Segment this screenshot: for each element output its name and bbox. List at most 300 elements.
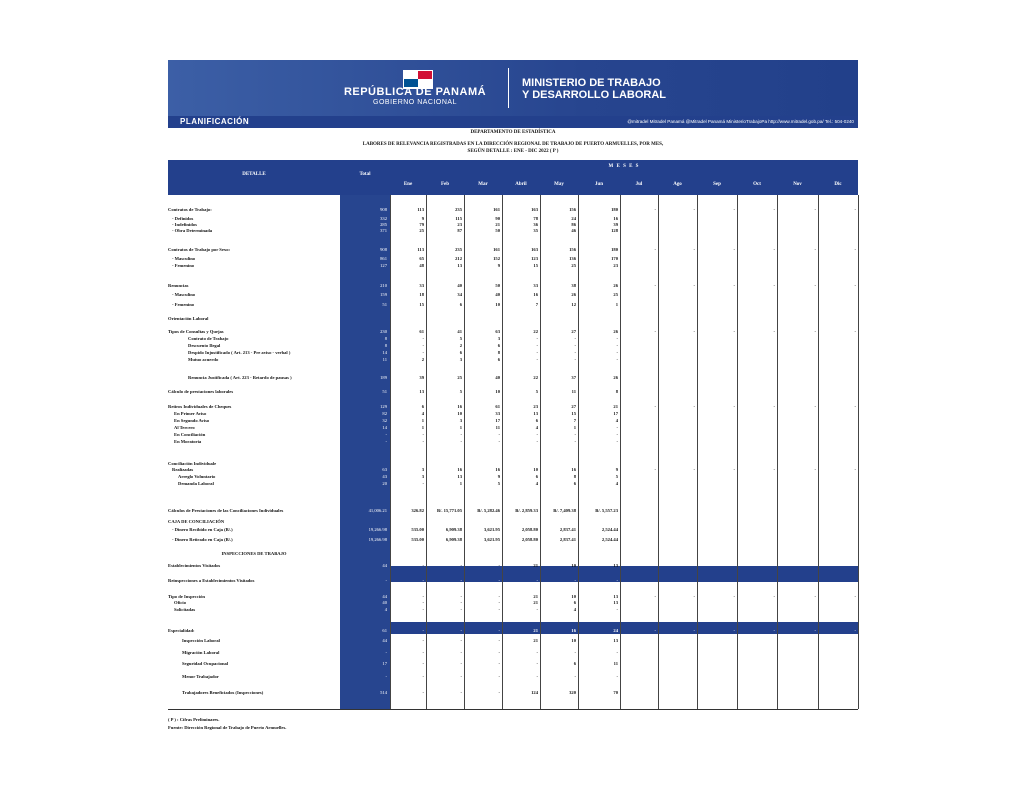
row-label: Contratos de Trabajo:: [168, 207, 212, 212]
total-header: Total: [359, 172, 371, 177]
month-value: 113: [417, 247, 424, 252]
month-value: -: [422, 563, 424, 568]
month-value: -: [422, 690, 424, 695]
month-value: 3: [421, 474, 424, 479]
month-value: -: [574, 578, 576, 583]
month-value: -: [616, 674, 618, 679]
row-total: 908: [380, 247, 387, 252]
month-value: 25: [571, 263, 576, 268]
month-value: 40: [495, 375, 500, 380]
month-value: -: [693, 467, 695, 472]
month-value: -: [733, 594, 735, 599]
month-value: -: [536, 607, 538, 612]
month-value: 2: [459, 343, 462, 348]
month-value: 23: [457, 222, 462, 227]
month-value: 2,524.44: [601, 527, 618, 532]
row-total: -: [385, 674, 387, 679]
month-value: 34: [457, 292, 462, 297]
month-value: -: [733, 329, 735, 334]
header-banner: [168, 60, 858, 116]
row-label: Renuncias: [168, 283, 189, 288]
month-value: -: [536, 336, 538, 341]
row-total: -: [385, 439, 387, 444]
month-value: 46: [571, 228, 576, 233]
social-contacts: @mitradel Mitradel Panamá @Mitradel Panamá MinisterioTrabajoPa http://www.mitradel.gob.pa/ Tel.: 504-0240: [627, 119, 854, 124]
detalle-header: DETALLE: [242, 172, 266, 177]
row-total: 127: [380, 263, 387, 268]
month-value: -: [616, 350, 618, 355]
row-total: 14: [382, 425, 387, 430]
month-value: -: [574, 336, 576, 341]
row-label: Tipos de Consultas y Quejas: [168, 329, 224, 334]
month-value: 113: [417, 207, 424, 212]
month-value: 10: [571, 594, 576, 599]
month-value: 37: [571, 375, 576, 380]
month-value: 25: [457, 375, 462, 380]
month-value: 11: [613, 661, 618, 666]
row-total: 41,006.21: [368, 508, 387, 513]
month-value: -: [498, 628, 500, 633]
month-value: 50: [495, 283, 500, 288]
month-value: -: [693, 594, 695, 599]
month-value: -: [616, 432, 618, 437]
row-total: 44: [382, 594, 387, 599]
month-value: -: [814, 628, 816, 633]
row-label: CAJA DE CONCILIACIÓN: [168, 519, 225, 524]
month-value: 11: [495, 425, 500, 430]
month-value: -: [854, 247, 856, 252]
month-value: -: [422, 674, 424, 679]
month-value: 26: [613, 375, 618, 380]
month-value: 2,524.44: [601, 537, 618, 542]
row-total: 159: [380, 292, 387, 297]
month-value: -: [536, 578, 538, 583]
row-total: -: [385, 578, 387, 583]
month-value: -: [422, 350, 424, 355]
month-header-9: Oct: [753, 182, 761, 187]
row-label: - Masculino: [172, 256, 196, 261]
month-value: 70: [613, 690, 618, 695]
month-value: -: [854, 207, 856, 212]
month-value: 6: [535, 474, 538, 479]
month-value: 6: [573, 600, 576, 605]
month-value: 9: [421, 216, 424, 221]
month-value: -: [574, 650, 576, 655]
row-label: Establecimientos Visitados: [168, 563, 221, 568]
month-value: 124: [531, 690, 538, 695]
month-value: -: [536, 432, 538, 437]
month-value: -: [498, 674, 500, 679]
month-value: 8: [497, 350, 500, 355]
row-label: Retiros Individuales de Cheques: [168, 404, 232, 409]
month-value: 12: [571, 302, 576, 307]
month-value: -: [574, 674, 576, 679]
month-value: 13: [613, 600, 618, 605]
row-total: 11: [382, 357, 387, 362]
month-value: 23: [533, 404, 538, 409]
month-value: 6,909.38: [445, 527, 462, 532]
month-value: 21: [533, 600, 538, 605]
month-value: 33: [533, 283, 538, 288]
row-total: 861: [380, 256, 387, 261]
month-value: -: [693, 207, 695, 212]
month-value: -: [814, 467, 816, 472]
row-label: Seguridad Ocupacional: [182, 661, 229, 666]
month-value: 4: [573, 607, 576, 612]
row-label: Especialidad:: [168, 628, 195, 633]
month-value: 8: [615, 389, 618, 394]
month-value: -: [422, 650, 424, 655]
month-value: -: [773, 467, 775, 472]
month-value: -: [422, 439, 424, 444]
month-value: -: [854, 283, 856, 288]
month-value: 36: [533, 222, 538, 227]
month-value: -: [616, 607, 618, 612]
month-value: 40: [495, 292, 500, 297]
row-label: Despido Injustificado ( Art. 213 - Pre aviso - verbal ): [188, 350, 291, 355]
month-value: -: [422, 481, 424, 486]
row-label: - Obra Determinada: [172, 228, 213, 233]
month-value: 1: [459, 425, 462, 430]
month-value: 13: [613, 594, 618, 599]
row-total: 129: [380, 404, 387, 409]
month-value: -: [814, 247, 816, 252]
row-total: 82: [382, 411, 387, 416]
row-total: 514: [380, 690, 387, 695]
month-value: 16: [495, 467, 500, 472]
month-value: 156: [569, 207, 576, 212]
month-value: -: [654, 207, 656, 212]
month-value: 87: [457, 228, 462, 233]
month-value: -: [460, 439, 462, 444]
month-value: 3,621.95: [483, 537, 500, 542]
month-value: 16: [533, 292, 538, 297]
month-value: 3,621.95: [483, 527, 500, 532]
month-value: 6,909.38: [445, 537, 462, 542]
month-value: 6: [573, 481, 576, 486]
month-value: -: [536, 343, 538, 348]
row-total: -: [385, 432, 387, 437]
month-value: 21: [533, 628, 538, 633]
month-value: 86: [571, 222, 576, 227]
row-total: 43: [382, 474, 387, 479]
row-total: 14: [382, 350, 387, 355]
row-label: Cálculo de prestaciones laborales: [168, 389, 234, 394]
month-value: 23: [613, 263, 618, 268]
month-value: 6: [459, 302, 462, 307]
row-total: -: [385, 650, 387, 655]
month-value: 40: [457, 283, 462, 288]
row-total: 332: [380, 216, 387, 221]
month-value: 212: [455, 256, 462, 261]
month-value: -: [854, 594, 856, 599]
month-value: 24: [613, 628, 618, 633]
month-header-3: Abril: [515, 182, 527, 187]
row-total: 19,266.98: [368, 537, 387, 542]
month-value: -: [616, 357, 618, 362]
month-value: 10: [533, 467, 538, 472]
month-value: 61: [495, 404, 500, 409]
month-value: -: [654, 247, 656, 252]
row-total: 371: [380, 228, 387, 233]
month-value: 6: [535, 418, 538, 423]
row-label: Trabajadores Beneficiados (Inspecciones): [182, 690, 264, 695]
ministry-title-line1: MINISTERIO DE TRABAJO: [522, 77, 661, 89]
month-value: -: [536, 357, 538, 362]
month-value: 2,058.80: [521, 527, 538, 532]
row-label: Realizadas: [172, 467, 194, 472]
month-value: 1: [615, 302, 618, 307]
month-value: -: [616, 425, 618, 430]
republic-title: REPÚBLICA DE PANAMÁ: [343, 86, 487, 98]
month-value: -: [654, 404, 656, 409]
month-value: -: [460, 432, 462, 437]
row-total: 230: [380, 329, 387, 334]
month-value: 4: [535, 425, 538, 430]
meses-header: M E S E S: [608, 164, 640, 169]
month-value: 10: [495, 302, 500, 307]
month-value: -: [574, 343, 576, 348]
month-value: 13: [457, 474, 462, 479]
month-value: -: [773, 628, 775, 633]
month-value: -: [733, 247, 735, 252]
month-value: 17: [495, 418, 500, 423]
month-value: 48: [419, 263, 424, 268]
month-header-7: Ago: [673, 182, 682, 187]
month-value: 5: [459, 389, 462, 394]
month-value: -: [498, 607, 500, 612]
row-label: Contrato de Trabajo: [188, 336, 229, 341]
month-value: 7: [573, 418, 576, 423]
month-value: -: [460, 578, 462, 583]
month-value: B/. 7,409.38: [553, 508, 576, 513]
month-value: 15: [571, 411, 576, 416]
month-value: -: [498, 690, 500, 695]
month-value: -: [422, 343, 424, 348]
month-value: 16: [571, 467, 576, 472]
row-label: - Indefinidos: [172, 222, 197, 227]
month-value: -: [616, 578, 618, 583]
month-value: 38: [571, 283, 576, 288]
month-header-10: Nov: [793, 182, 802, 187]
month-value: 39: [613, 222, 618, 227]
month-value: -: [574, 439, 576, 444]
row-label: - Definidos: [172, 216, 194, 221]
month-value: 5: [535, 389, 538, 394]
total-header-cell: [340, 160, 390, 195]
month-value: 18: [419, 292, 424, 297]
month-value: 39: [419, 375, 424, 380]
month-value: 6: [421, 404, 424, 409]
month-value: 13: [613, 638, 618, 643]
section-title: PLANIFICACIÓN: [180, 117, 250, 126]
month-value: 163: [531, 247, 538, 252]
month-value: 65: [419, 256, 424, 261]
row-label: Migración Laboral: [182, 650, 220, 655]
month-value: 6: [497, 357, 500, 362]
row-label: Reinspecciones a Establecimientos Visitados: [168, 578, 255, 583]
month-value: 33: [419, 283, 424, 288]
month-value: -: [773, 404, 775, 409]
month-value: 535.00: [411, 537, 424, 542]
month-value: -: [498, 638, 500, 643]
ministry-title-line2: Y DESARROLLO LABORAL: [522, 89, 667, 101]
month-value: -: [498, 600, 500, 605]
month-value: -: [654, 283, 656, 288]
row-total: 4: [384, 607, 387, 612]
month-value: 27: [571, 329, 576, 334]
row-label: Contratos de Trabajo por Sexo:: [168, 247, 231, 252]
month-value: 16: [571, 628, 576, 633]
month-value: 21: [533, 638, 538, 643]
month-value: 535.00: [411, 527, 424, 532]
month-value: -: [498, 661, 500, 666]
month-value: 180: [611, 247, 618, 252]
month-value: 9: [497, 474, 500, 479]
month-value: -: [773, 247, 775, 252]
row-total: 19,266.98: [368, 527, 387, 532]
month-value: 10: [571, 563, 576, 568]
month-value: 26: [571, 292, 576, 297]
month-value: 152: [493, 256, 500, 261]
month-value: -: [460, 607, 462, 612]
month-value: 10: [457, 411, 462, 416]
month-value: -: [654, 329, 656, 334]
month-value: -: [616, 650, 618, 655]
row-total: 285: [380, 222, 387, 227]
row-total: 44: [382, 638, 387, 643]
month-value: 35: [533, 228, 538, 233]
month-header-1: Feb: [440, 182, 450, 187]
month-value: -: [773, 594, 775, 599]
month-value: -: [536, 439, 538, 444]
month-value: -: [422, 600, 424, 605]
month-value: 21: [533, 563, 538, 568]
month-value: 16: [457, 404, 462, 409]
month-value: 9: [615, 467, 618, 472]
month-value: 3: [497, 336, 500, 341]
month-value: 1: [421, 418, 424, 423]
month-value: 115: [455, 216, 462, 221]
row-label: Arreglo Voluntario: [178, 474, 216, 479]
column-divider: [578, 195, 579, 709]
month-value: -: [814, 594, 816, 599]
row-total: 63: [382, 467, 387, 472]
month-value: 21: [495, 222, 500, 227]
month-value: B/. 5,557.23: [595, 508, 618, 513]
row-label: En Segundo Aviso: [174, 418, 210, 423]
month-value: -: [733, 207, 735, 212]
row-label: - Femenino: [172, 302, 195, 307]
month-value: B/. 15,771.05: [436, 508, 462, 513]
month-header-11: Dic: [834, 182, 842, 187]
row-label: Demanda Laboral: [178, 481, 214, 486]
month-value: -: [498, 578, 500, 583]
month-value: -: [498, 650, 500, 655]
month-value: 5: [459, 336, 462, 341]
month-value: 320: [569, 690, 576, 695]
row-label: Renuncia Justificada ( Art. 223 - Retardo de pausas ): [188, 375, 292, 380]
month-value: 8: [573, 474, 576, 479]
row-total: 51: [382, 302, 387, 307]
month-value: -: [854, 404, 856, 409]
month-value: 235: [455, 247, 462, 252]
month-header-0: Ene: [403, 182, 413, 187]
banner-divider: [508, 68, 509, 108]
month-value: -: [536, 650, 538, 655]
month-value: 61: [419, 329, 424, 334]
row-label: INSPECCIONES DE TRABAJO: [221, 551, 287, 556]
month-value: 4: [615, 418, 618, 423]
month-value: 123: [531, 256, 538, 261]
month-value: 78: [533, 216, 538, 221]
month-value: 161: [493, 247, 500, 252]
month-value: 21: [613, 404, 618, 409]
row-label: Al Tercero: [174, 425, 195, 430]
row-label: Descuento Ilegal: [188, 343, 221, 348]
month-value: -: [498, 432, 500, 437]
column-divider: [858, 195, 859, 709]
month-value: 3: [459, 357, 462, 362]
month-value: -: [654, 467, 656, 472]
row-label: - Femenino: [172, 263, 195, 268]
month-value: 1: [573, 425, 576, 430]
month-value: -: [733, 467, 735, 472]
row-label: Inspección Laboral: [182, 638, 220, 643]
month-value: 2,058.80: [521, 537, 538, 542]
row-total: 8: [384, 336, 387, 341]
row-total: 210: [380, 283, 387, 288]
row-label: Menor Trabajador: [182, 674, 219, 679]
month-value: 13: [613, 563, 618, 568]
month-value: 13: [419, 389, 424, 394]
month-value: -: [616, 439, 618, 444]
month-value: B/. 2,859.33: [515, 508, 538, 513]
month-value: 326.82: [411, 508, 424, 513]
month-value: -: [814, 329, 816, 334]
month-value: 33: [495, 411, 500, 416]
month-value: -: [693, 628, 695, 633]
month-value: -: [460, 594, 462, 599]
month-value: 22: [533, 329, 538, 334]
row-label: - Masculino: [172, 292, 196, 297]
month-value: -: [460, 661, 462, 666]
month-value: -: [693, 329, 695, 334]
month-value: 161: [493, 207, 500, 212]
month-value: 27: [571, 404, 576, 409]
month-value: 5: [497, 481, 500, 486]
row-label: En Moratoria: [174, 439, 202, 444]
report-title: LABORES DE RELEVANCIA REGISTRADAS EN LA DIRECCIÓN REGIONAL DE TRABAJO DE PUERTO ARMUELLES, POR MES,: [362, 142, 664, 147]
month-value: 1: [421, 425, 424, 430]
row-label: Tipo de Inspección: [168, 594, 205, 599]
month-value: 17: [613, 411, 618, 416]
month-value: -: [574, 357, 576, 362]
row-label: Conciliación Individuale: [168, 461, 217, 466]
month-value: -: [422, 638, 424, 643]
month-value: -: [422, 336, 424, 341]
month-value: 1: [459, 481, 462, 486]
month-value: -: [854, 467, 856, 472]
month-value: 79: [419, 222, 424, 227]
table-bottom-rule: [168, 709, 858, 710]
month-value: -: [574, 432, 576, 437]
month-value: -: [616, 336, 618, 341]
month-value: -: [460, 690, 462, 695]
month-value: 3: [421, 467, 424, 472]
month-value: -: [814, 404, 816, 409]
row-label: Solicitadas: [174, 607, 196, 612]
